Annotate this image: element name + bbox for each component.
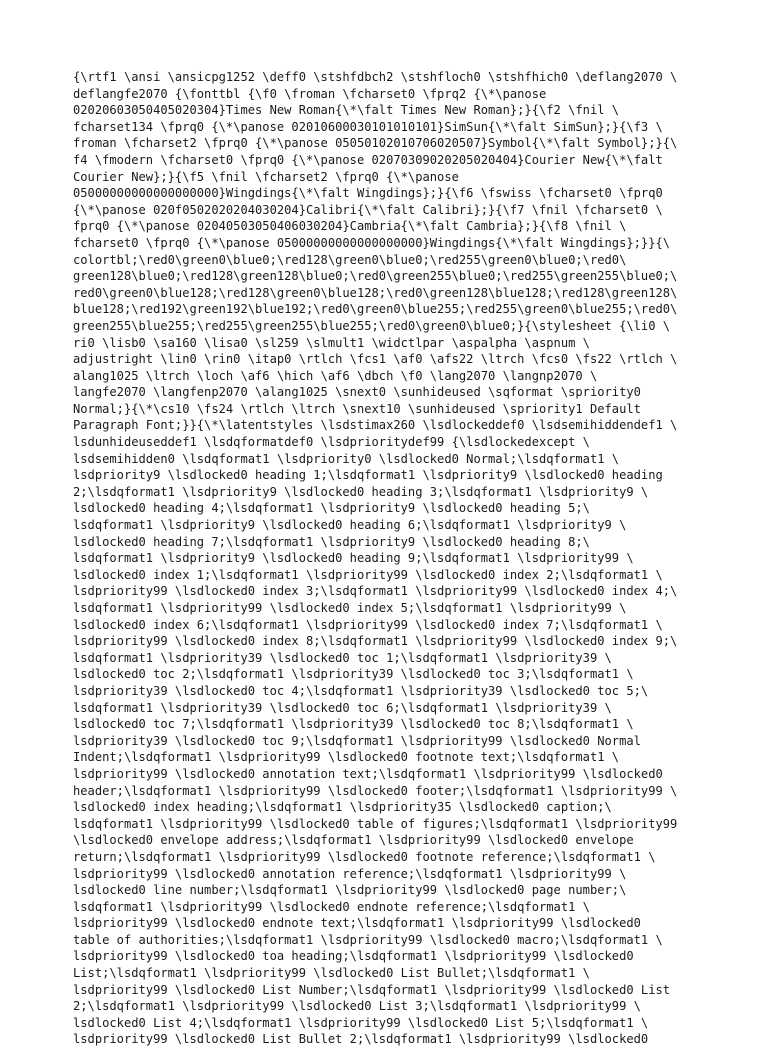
text-line: lsdlocked0 List 4;\lsdqformat1 \lsdpriority99 \lsdlocked0 List 5;\lsdqformat1 \ — [73, 1015, 649, 1030]
text-line: lsdqformat1 \lsdpriority99 \lsdlocked0 endnote reference;\lsdqformat1 \ — [73, 899, 590, 914]
text-line: lsdpriority99 \lsdlocked0 annotation reference;\lsdqformat1 \lsdpriority99 \ — [73, 866, 627, 881]
text-line: blue128;\red192\green192\blue192;\red0\green0\blue255;\red255\green0\blue255;\red0\ — [73, 302, 678, 317]
text-line: table of authorities;\lsdqformat1 \lsdpriority99 \lsdlocked0 macro;\lsdqformat1 \ — [73, 932, 663, 947]
text-line: List;\lsdqformat1 \lsdpriority99 \lsdlocked0 List Bullet;\lsdqformat1 \ — [73, 966, 590, 981]
text-line: f4 \fmodern \fcharset0 \fprq0 {\*\panose 02070309020205020404}Courier New{\*\falt — [73, 152, 663, 167]
text-line: \lsdlocked0 envelope address;\lsdqformat1 \lsdpriority99 \lsdlocked0 envelope — [73, 833, 634, 848]
text-line: lsdqformat1 \lsdpriority99 \lsdlocked0 index 5;\lsdqformat1 \lsdpriority99 \ — [73, 601, 627, 615]
text-line: lsdlocked0 heading 4;\lsdqformat1 \lsdpriority9 \lsdlocked0 heading 5;\ — [73, 501, 590, 516]
text-line: green255\blue255;\red255\green255\blue255;\red0\green0\blue0;}{\stylesheet {\li0 \ — [73, 318, 671, 333]
text-line: header;\lsdqformat1 \lsdpriority99 \lsdlocked0 footer;\lsdqformat1 \lsdpriority99 \ — [73, 783, 678, 798]
text-line: froman \fcharset2 \fprq0 {\*\panose 05050102010706020507}Symbol{\*\falt Symbol};}{\ — [73, 136, 678, 151]
rtf-source-text — [73, 69, 713, 1048]
text-line: Normal;}{\*\cs10 \fs24 \rtlch \ltrch \snext10 \sunhideused \spriority1 Default — [73, 401, 641, 416]
text-line: lsdlocked0 heading 7;\lsdqformat1 \lsdpriority9 \lsdlocked0 heading 8;\ — [73, 534, 590, 549]
text-line: langfe2070 \langfenp2070 \alang1025 \snext0 \sunhideused \sqformat \spriority0 — [73, 385, 641, 400]
text-line: ri0 \lisb0 \sa160 \lisa0 \sl259 \slmult1 \widctlpar \aspalpha \aspnum \ — [73, 335, 590, 350]
text-line: lsdqformat1 \lsdpriority39 \lsdlocked0 toc 1;\lsdqformat1 \lsdpriority39 \ — [73, 650, 612, 665]
text-line: 05000000000000000000}Wingdings{\*\falt Wingdings};}{\f6 \fswiss \fcharset0 \fprq0 — [73, 186, 663, 201]
text-line: lsdlocked0 line number;\lsdqformat1 \lsdpriority99 \lsdlocked0 page number;\ — [73, 883, 627, 898]
text-line: 2;\lsdqformat1 \lsdpriority99 \lsdlocked0 List 3;\lsdqformat1 \lsdpriority99 \ — [73, 999, 641, 1014]
text-line: lsdqformat1 \lsdpriority99 \lsdlocked0 table of figures;\lsdqformat1 \lsdpriority99 — [73, 816, 678, 831]
text-line: lsdlocked0 index 6;\lsdqformat1 \lsdpriority99 \lsdlocked0 index 7;\lsdqformat1 \ — [73, 617, 663, 632]
text-line: 02020603050405020304}Times New Roman{\*\falt Times New Roman};}{\f2 \fnil \ — [73, 103, 620, 118]
text-line: green128\blue0;\red128\green128\blue0;\red0\green255\blue0;\red255\green255\blue0;\ — [73, 269, 678, 284]
text-line: fcharset134 \fprq0 {\*\panose 02010600030101010101}SimSun{\*\falt SimSun};}{\f3 \ — [73, 119, 663, 134]
text-line: deflangfe2070 {\fonttbl {\f0 \froman \fcharset0 \fprq2 {\*\panose — [73, 86, 547, 101]
text-line: {\*\panose 020f0502020204030204}Calibri{\*\falt Calibri};}{\f7 \fnil \fcharset0 \ — [73, 202, 663, 217]
text-line: {\rtf1 \ansi \ansicpg1252 \deff0 \stshfdbch2 \stshfloch0 \stshfhich0 \deflang2070 \ — [73, 70, 678, 84]
text-line: lsdqformat1 \lsdpriority9 \lsdlocked0 heading 6;\lsdqformat1 \lsdpriority9 \ — [73, 518, 627, 533]
text-line: Courier New};}{\f5 \fnil \fcharset2 \fprq0 {\*\panose — [73, 169, 459, 184]
text-line: lsdunhideuseddef1 \lsdqformatdef0 \lsdprioritydef99 {\lsdlockedexcept \ — [73, 435, 590, 450]
text-line: lsdpriority99 \lsdlocked0 List Bullet 2;\lsdqformat1 \lsdpriority99 \lsdlocked0 — [73, 1032, 649, 1047]
text-line: lsdlocked0 index heading;\lsdqformat1 \lsdpriority35 \lsdlocked0 caption;\ — [73, 800, 612, 815]
text-line: lsdlocked0 index 1;\lsdqformat1 \lsdpriority99 \lsdlocked0 index 2;\lsdqformat1 \ — [73, 567, 663, 582]
text-line: lsdpriority39 \lsdlocked0 toc 9;\lsdqformat1 \lsdpriority99 \lsdlocked0 Normal — [73, 733, 641, 748]
text-line: Paragraph Font;}}{\*\latentstyles \lsdstimax260 \lsdlockeddef0 \lsdsemihiddendef1 \ — [73, 418, 678, 433]
text-line: return;\lsdqformat1 \lsdpriority99 \lsdlocked0 footnote reference;\lsdqformat1 \ — [73, 849, 656, 864]
text-line: lsdpriority99 \lsdlocked0 toa heading;\lsdqformat1 \lsdpriority99 \lsdlocked0 — [73, 949, 634, 964]
text-line: lsdpriority99 \lsdlocked0 List Number;\lsdqformat1 \lsdpriority99 \lsdlocked0 List — [73, 982, 671, 997]
text-line: fcharset0 \fprq0 {\*\panose 05000000000000000000}Wingdings{\*\falt Wingdings};}}{\ — [73, 235, 671, 250]
text-line: lsdsemihidden0 \lsdqformat1 \lsdpriority0 \lsdlocked0 Normal;\lsdqformat1 \ — [73, 451, 620, 466]
text-line: lsdpriority39 \lsdlocked0 toc 4;\lsdqformat1 \lsdpriority39 \lsdlocked0 toc 5;\ — [73, 683, 649, 698]
text-line: lsdlocked0 toc 2;\lsdqformat1 \lsdpriority39 \lsdlocked0 toc 3;\lsdqformat1 \ — [73, 667, 634, 682]
text-line: fprq0 {\*\panose 02040503050406030204}Cambria{\*\falt Cambria};}{\f8 \fnil \ — [73, 219, 627, 234]
text-line: lsdpriority9 \lsdlocked0 heading 1;\lsdqformat1 \lsdpriority9 \lsdlocked0 heading — [73, 468, 663, 483]
text-line: lsdlocked0 toc 7;\lsdqformat1 \lsdpriority39 \lsdlocked0 toc 8;\lsdqformat1 \ — [73, 717, 634, 732]
text-line: Indent;\lsdqformat1 \lsdpriority99 \lsdlocked0 footnote text;\lsdqformat1 \ — [73, 750, 620, 765]
text-line: adjustright \lin0 \rin0 \itap0 \rtlch \fcs1 \af0 \afs22 \ltrch \fcs0 \fs22 \rtlch \ — [73, 352, 678, 367]
text-line: alang1025 \ltrch \loch \af6 \hich \af6 \dbch \f0 \lang2070 \langnp2070 \ — [73, 368, 598, 383]
text-line: lsdpriority99 \lsdlocked0 index 3;\lsdqformat1 \lsdpriority99 \lsdlocked0 index 4;\ — [73, 584, 678, 599]
text-line: lsdpriority99 \lsdlocked0 index 8;\lsdqformat1 \lsdpriority99 \lsdlocked0 index 9;\ — [73, 634, 678, 649]
text-line: lsdqformat1 \lsdpriority39 \lsdlocked0 toc 6;\lsdqformat1 \lsdpriority39 \ — [73, 700, 612, 715]
text-line: lsdqformat1 \lsdpriority9 \lsdlocked0 heading 9;\lsdqformat1 \lsdpriority99 \ — [73, 551, 634, 566]
text-line: 2;\lsdqformat1 \lsdpriority9 \lsdlocked0 heading 3;\lsdqformat1 \lsdpriority9 \ — [73, 484, 649, 499]
text-line: colortbl;\red0\green0\blue0;\red128\green0\blue0;\red255\green0\blue0;\red0\ — [73, 252, 627, 267]
text-line: lsdpriority99 \lsdlocked0 annotation text;\lsdqformat1 \lsdpriority99 \lsdlocked0 — [73, 766, 663, 781]
text-line: red0\green0\blue128;\red128\green0\blue128;\red0\green128\blue128;\red128\green128\ — [73, 285, 678, 300]
text-line: lsdpriority99 \lsdlocked0 endnote text;\lsdqformat1 \lsdpriority99 \lsdlocked0 — [73, 916, 641, 931]
